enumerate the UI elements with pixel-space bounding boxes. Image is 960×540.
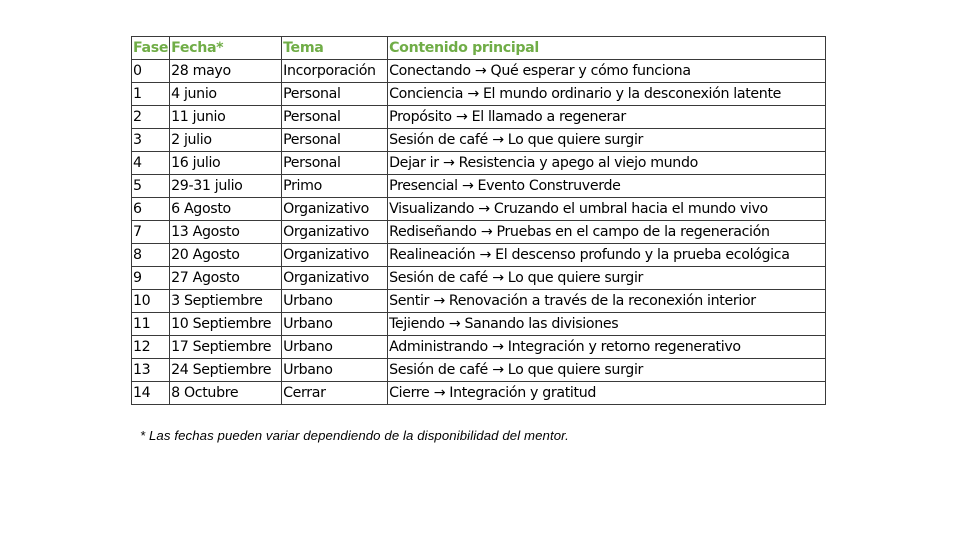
cell-fase: 12 <box>132 336 170 359</box>
table-row <box>132 382 826 405</box>
cell-fecha: 13 Agosto <box>170 221 282 244</box>
schedule-table <box>131 36 826 405</box>
cell-contenido: Sesión de café → Lo que quiere surgir <box>388 129 826 152</box>
cell-tema: Urbano <box>282 290 388 313</box>
cell-fecha: 8 Octubre <box>170 382 282 405</box>
cell-tema: Personal <box>282 83 388 106</box>
cell-fecha: 29-31 julio <box>170 175 282 198</box>
table-row <box>132 267 826 290</box>
cell-fase: 11 <box>132 313 170 336</box>
table-row <box>132 221 826 244</box>
header-tema: Tema <box>282 37 388 60</box>
cell-contenido: Sentir → Renovación a través de la reconexión interior <box>388 290 826 313</box>
table-body <box>132 60 826 405</box>
table-row <box>132 313 826 336</box>
cell-tema: Organizativo <box>282 267 388 290</box>
header-fase: Fase <box>132 37 170 60</box>
cell-contenido: Conectando → Qué esperar y cómo funciona <box>388 60 826 83</box>
cell-contenido: Visualizando → Cruzando el umbral hacia el mundo vivo <box>388 198 826 221</box>
cell-tema: Cerrar <box>282 382 388 405</box>
cell-tema: Primo <box>282 175 388 198</box>
cell-contenido: Rediseñando → Pruebas en el campo de la regeneración <box>388 221 826 244</box>
header-fecha: Fecha* <box>170 37 282 60</box>
cell-fecha: 16 julio <box>170 152 282 175</box>
cell-contenido: Administrando → Integración y retorno regenerativo <box>388 336 826 359</box>
cell-tema: Personal <box>282 106 388 129</box>
cell-contenido: Sesión de café → Lo que quiere surgir <box>388 267 826 290</box>
table-row <box>132 175 826 198</box>
cell-tema: Personal <box>282 129 388 152</box>
cell-tema: Organizativo <box>282 244 388 267</box>
cell-fecha: 3 Septiembre <box>170 290 282 313</box>
table-row <box>132 244 826 267</box>
table-row <box>132 60 826 83</box>
cell-fase: 13 <box>132 359 170 382</box>
cell-fase: 3 <box>132 129 170 152</box>
table-row <box>132 336 826 359</box>
cell-contenido: Dejar ir → Resistencia y apego al viejo mundo <box>388 152 826 175</box>
cell-tema: Organizativo <box>282 221 388 244</box>
cell-contenido: Propósito → El llamado a regenerar <box>388 106 826 129</box>
cell-contenido: Conciencia → El mundo ordinario y la desconexión latente <box>388 83 826 106</box>
footnote: * Las fechas pueden variar dependiendo de la disponibilidad del mentor. <box>140 428 569 443</box>
cell-fase: 8 <box>132 244 170 267</box>
cell-tema: Urbano <box>282 359 388 382</box>
cell-fase: 2 <box>132 106 170 129</box>
cell-fase: 4 <box>132 152 170 175</box>
cell-contenido: Tejiendo → Sanando las divisiones <box>388 313 826 336</box>
table-row <box>132 106 826 129</box>
cell-contenido: Sesión de café → Lo que quiere surgir <box>388 359 826 382</box>
cell-fase: 0 <box>132 60 170 83</box>
table-row <box>132 129 826 152</box>
header-row <box>132 37 826 60</box>
table-row <box>132 83 826 106</box>
cell-tema: Urbano <box>282 313 388 336</box>
cell-fecha: 20 Agosto <box>170 244 282 267</box>
cell-contenido: Presencial → Evento Construverde <box>388 175 826 198</box>
cell-tema: Organizativo <box>282 198 388 221</box>
cell-fase: 9 <box>132 267 170 290</box>
cell-fecha: 4 junio <box>170 83 282 106</box>
cell-tema: Incorporación <box>282 60 388 83</box>
cell-tema: Personal <box>282 152 388 175</box>
table-row <box>132 359 826 382</box>
cell-fase: 5 <box>132 175 170 198</box>
cell-fase: 6 <box>132 198 170 221</box>
cell-fecha: 11 junio <box>170 106 282 129</box>
cell-tema: Urbano <box>282 336 388 359</box>
table-row <box>132 290 826 313</box>
table-row <box>132 198 826 221</box>
cell-fecha: 6 Agosto <box>170 198 282 221</box>
cell-fase: 7 <box>132 221 170 244</box>
table-row <box>132 152 826 175</box>
cell-fase: 10 <box>132 290 170 313</box>
cell-contenido: Cierre → Integración y gratitud <box>388 382 826 405</box>
cell-fecha: 24 Septiembre <box>170 359 282 382</box>
cell-fecha: 10 Septiembre <box>170 313 282 336</box>
cell-fecha: 27 Agosto <box>170 267 282 290</box>
cell-fecha: 2 julio <box>170 129 282 152</box>
cell-fase: 14 <box>132 382 170 405</box>
cell-contenido: Realineación → El descenso profundo y la prueba ecológica <box>388 244 826 267</box>
cell-fase: 1 <box>132 83 170 106</box>
cell-fecha: 28 mayo <box>170 60 282 83</box>
header-contenido: Contenido principal <box>388 37 826 60</box>
cell-fecha: 17 Septiembre <box>170 336 282 359</box>
